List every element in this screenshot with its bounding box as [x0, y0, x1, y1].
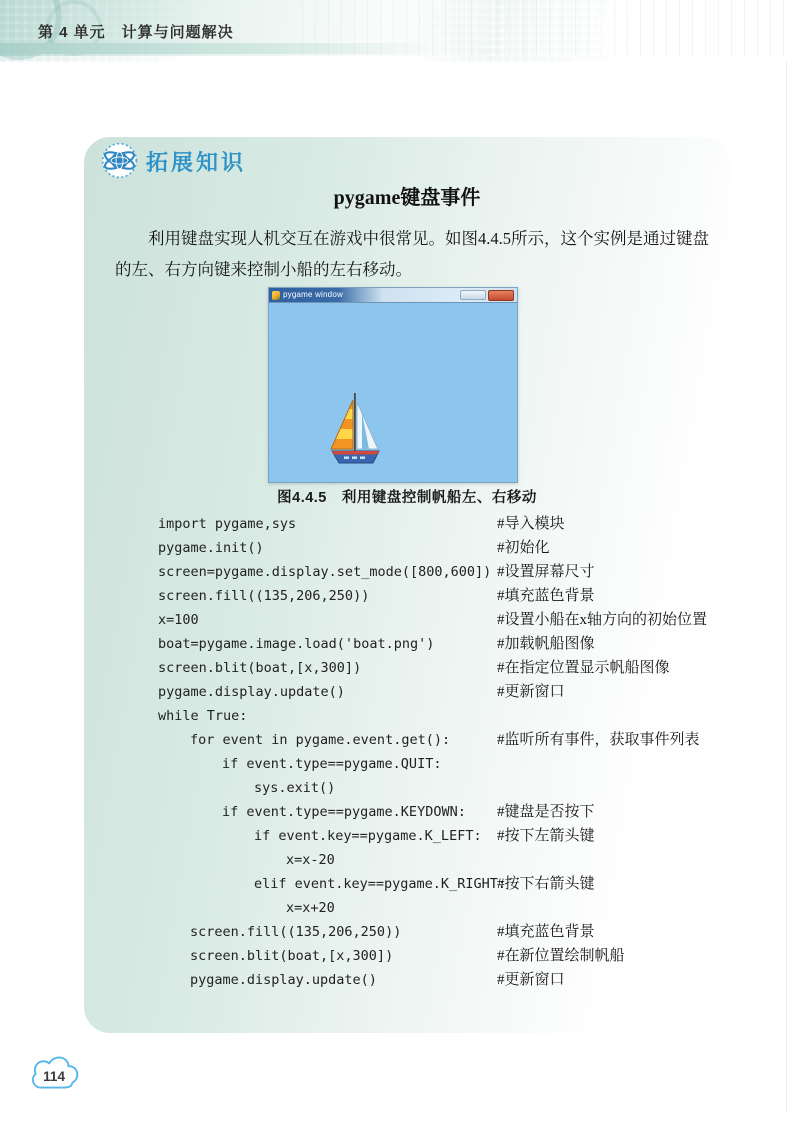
code-comment: #设置小船在x轴方向的初始位置 [497, 612, 708, 628]
code-line [158, 800, 723, 824]
code-text: pygame.display.update() [158, 684, 345, 700]
code-comment: #导入模块 [497, 516, 565, 532]
code-comment: #填充蓝色背景 [497, 924, 595, 940]
close-button [488, 290, 514, 301]
code-line [158, 968, 723, 992]
code-line [158, 512, 723, 536]
knowledge-panel [84, 137, 730, 1033]
code-line [158, 632, 723, 656]
code-line [158, 824, 723, 848]
globe-network-icon [101, 142, 138, 179]
code-text: screen.fill((135,206,250)) [158, 588, 370, 604]
page-edge-line [786, 62, 787, 1112]
code-comment: #监听所有事件，获取事件列表 [497, 732, 700, 748]
code-text: if event.type==pygame.KEYDOWN: [222, 804, 466, 820]
code-text: x=x+20 [286, 900, 335, 916]
code-text: while True: [158, 708, 248, 724]
code-comment: #设置屏幕尺寸 [497, 564, 595, 580]
code-comment: #更新窗口 [497, 684, 565, 700]
code-comment: #按下左箭头键 [497, 828, 595, 844]
code-text: boat=pygame.image.load('boat.png') [158, 636, 435, 652]
code-line [158, 656, 723, 680]
code-block [158, 512, 723, 992]
code-line [158, 704, 723, 728]
window-canvas [269, 304, 517, 482]
code-comment: #按下右箭头键 [497, 876, 595, 892]
code-text: elif event.key==pygame.K_RIGHT: [254, 876, 506, 892]
page-number-cloud [27, 1051, 85, 1097]
article-paragraph: 利用键盘实现人机交互在游戏中很常见。如图4.4.5所示，这个实例是通过键盘的左、右方向键来控制小船的左右移动。 [115, 229, 709, 279]
code-text: if event.key==pygame.K_LEFT: [254, 828, 482, 844]
code-comment: #加载帆船图像 [497, 636, 595, 652]
code-text: x=x-20 [286, 852, 335, 868]
sailboat-image [327, 392, 383, 466]
pygame-window-screenshot [268, 287, 518, 483]
code-line [158, 776, 723, 800]
code-comment: #填充蓝色背景 [497, 588, 595, 604]
code-comment: #初始化 [497, 540, 550, 556]
code-comment: #键盘是否按下 [497, 804, 595, 820]
page-number: 114 [43, 1068, 65, 1084]
code-text: x=100 [158, 612, 199, 628]
figure-caption: 图4.4.5 利用键盘控制帆船左、右移动 [277, 490, 537, 506]
code-line [158, 584, 723, 608]
code-text: pygame.display.update() [190, 972, 377, 988]
code-text: pygame.init() [158, 540, 264, 556]
code-text: if event.type==pygame.QUIT: [222, 756, 442, 772]
unit-header: 第 4 单元 计算与问题解决 [38, 24, 234, 41]
code-line [158, 680, 723, 704]
window-titlebar [269, 288, 517, 303]
code-line [158, 728, 723, 752]
code-text: import pygame,sys [158, 516, 297, 532]
code-line [158, 896, 723, 920]
section-heading: 拓展知识 [146, 150, 247, 175]
code-text: for event in pygame.event.get(): [190, 732, 451, 748]
code-text: screen.blit(boat,[x,300]) [190, 948, 394, 964]
code-line [158, 920, 723, 944]
code-text: sys.exit() [254, 780, 336, 796]
code-line [158, 872, 723, 896]
minimize-maximize-buttons [460, 290, 486, 300]
code-line [158, 944, 723, 968]
code-line [158, 752, 723, 776]
code-comment: #在指定位置显示帆船图像 [497, 660, 670, 676]
code-text: screen.blit(boat,[x,300]) [158, 660, 362, 676]
code-comment: #在新位置绘制帆船 [497, 948, 625, 964]
code-line [158, 560, 723, 584]
window-title: pygame window [283, 290, 343, 299]
code-text: screen=pygame.display.set_mode([800,600]) [158, 564, 492, 580]
article-title: pygame键盘事件 [333, 187, 481, 209]
header-gradient-strip [0, 43, 461, 54]
code-comment: #更新窗口 [497, 972, 565, 988]
code-line [158, 848, 723, 872]
pygame-app-icon [272, 291, 280, 300]
code-line [158, 608, 723, 632]
code-line [158, 536, 723, 560]
code-text: screen.fill((135,206,250)) [190, 924, 402, 940]
